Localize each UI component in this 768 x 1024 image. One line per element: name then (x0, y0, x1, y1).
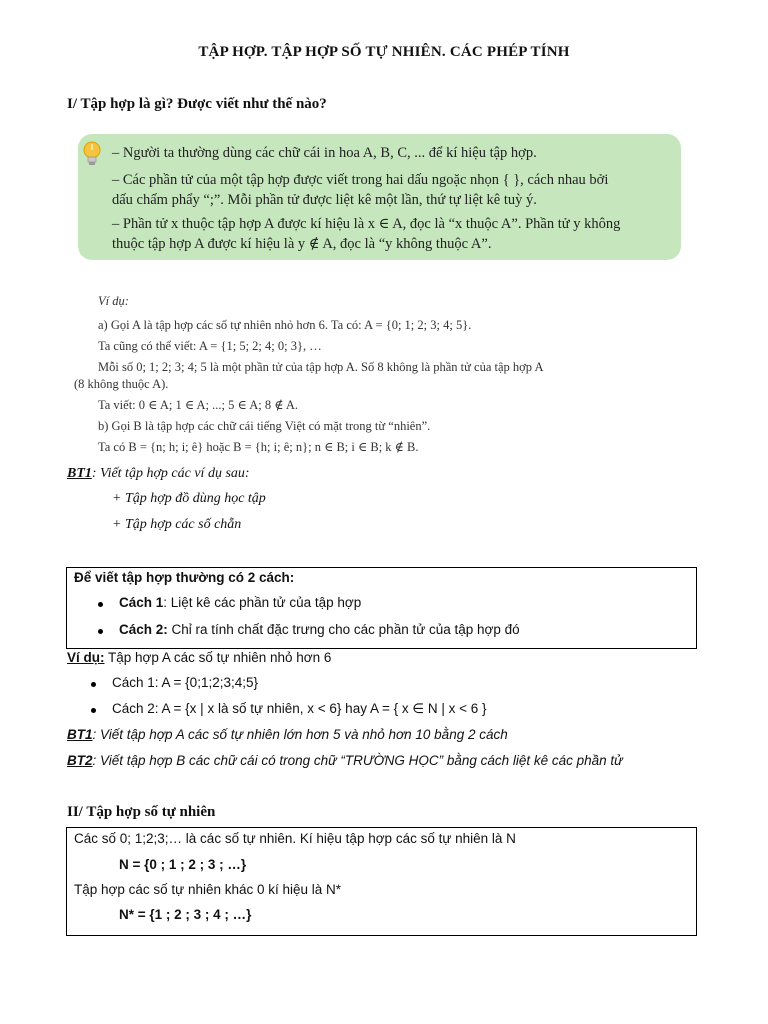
example-line: Ta viết: 0 ∈ A; 1 ∈ A; ...; 5 ∈ A; 8 ∉ A. (98, 398, 299, 412)
natural-numbers-line: Các số 0; 1;2;3;… là các số tự nhiên. Kí hiệu tập hợp các số tự nhiên là N (74, 831, 516, 846)
natural-numbers-line: Tập hợp các số tự nhiên khác 0 kí hiệu là N* (74, 882, 342, 897)
exercise-label: BT1 (67, 466, 92, 481)
method-item: Cách 1: Liệt kê các phần tử của tập hợp (119, 595, 362, 610)
definition-line: – Các phần tử của một tập hợp được viết trong hai dấu ngoặc nhọn { }, cách nhau bởi (112, 172, 609, 188)
example-line: Mỗi số 0; 1; 2; 3; 4; 5 là một phần tử của tập hợp A. Số 8 không là phần tử của tập hợp A (98, 360, 544, 374)
example-2-item: Cách 2: A = {x | x là số tự nhiên, x < 6} hay A = { x ∈ N | x < 6 } (112, 701, 487, 716)
definition-line: – Phần tử x thuộc tập hợp A được kí hiệu là x ∈ A, đọc là “x thuộc A”. Phần tử y không (112, 216, 621, 232)
example-line: Ta cũng có thể viết: A = {1; 5; 2; 4; 0; 3}, … (98, 339, 322, 353)
example-line: a) Gọi A là tập hợp các số tự nhiên nhỏ hơn 6. Ta có: A = {0; 1; 2; 3; 4; 5}. (98, 318, 472, 332)
set-n: N = {0 ; 1 ; 2 ; 3 ; …} (119, 857, 247, 872)
example-2-item: Cách 1: A = {0;1;2;3;4;5} (112, 675, 258, 690)
definition-line: thuộc tập hợp A được kí hiệu là y ∉ A, đọc là “y không thuộc A”. (112, 236, 492, 252)
example-label: Ví dụ: (98, 294, 129, 308)
bullet-icon (91, 708, 96, 713)
bullet-icon (98, 629, 103, 634)
exercise-1: BT1: Viết tập hợp các ví dụ sau: (67, 466, 250, 481)
bullet-icon (98, 602, 103, 607)
definition-line: – Người ta thường dùng các chữ cái in hoa A, B, C, ... để kí hiệu tập hợp. (112, 145, 537, 161)
page-title: TẬP HỢP. TẬP HỢP SỐ TỰ NHIÊN. CÁC PHÉP TÍNH (198, 44, 570, 60)
example-2: Ví dụ: Tập hợp A các số tự nhiên nhỏ hơn 6 (67, 650, 332, 665)
example-line: (8 không thuộc A). (74, 377, 169, 391)
section-2-heading: II/ Tập hợp số tự nhiên (67, 804, 216, 820)
section-1-heading: I/ Tập hợp là gì? Được viết như thế nào? (67, 96, 327, 112)
exercise-2: BT2: Viết tập hợp B các chữ cái có trong chữ “TRƯỜNG HỌC” bằng cách liệt kê các phần tử (67, 753, 623, 768)
lightbulb-icon (80, 140, 104, 168)
example-line: b) Gọi B là tập hợp các chữ cái tiếng Việt có mặt trong từ “nhiên”. (98, 419, 431, 433)
set-n-star: N* = {1 ; 2 ; 3 ; 4 ; …} (119, 907, 252, 922)
example-line: Ta có B = {n; h; i; ê} hoặc B = {h; i; ê; n}; n ∈ B; i ∈ B; k ∉ B. (98, 440, 419, 454)
exercise-item: + Tập hợp đồ dùng học tập (112, 491, 266, 506)
exercise-item: + Tập hợp các số chẵn (112, 517, 242, 532)
method-item: Cách 2: Chỉ ra tính chất đặc trưng cho các phần tử của tập hợp đó (119, 622, 520, 637)
exercise-1b: BT1: Viết tập hợp A các số tự nhiên lớn hơn 5 và nhỏ hơn 10 bằng 2 cách (67, 727, 508, 742)
methods-heading: Để viết tập hợp thường có 2 cách: (74, 570, 295, 585)
definition-line: dấu chấm phẩy “;”. Mỗi phần tử được liệt kê một lần, thứ tự liệt kê tuỳ ý. (112, 192, 537, 208)
bullet-icon (91, 682, 96, 687)
